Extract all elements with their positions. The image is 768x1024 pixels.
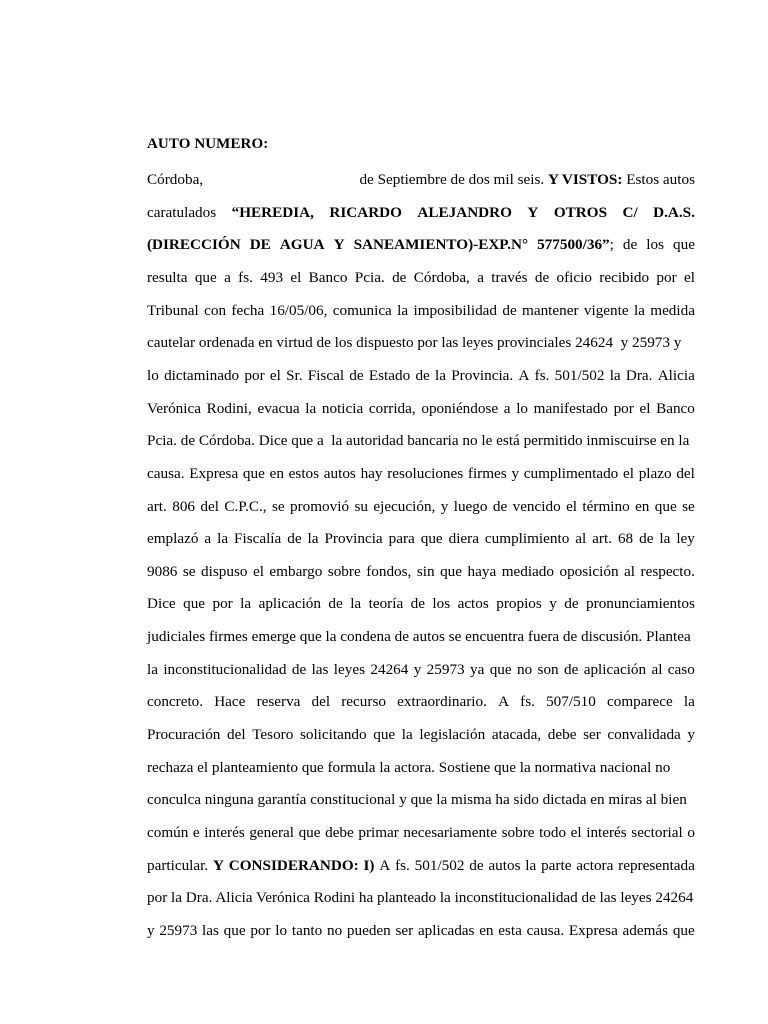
text-word: la <box>305 399 317 417</box>
text-line <box>147 660 695 680</box>
text-word: inconstitucionalidad <box>163 660 287 678</box>
text-word: ser <box>395 921 414 939</box>
text-word: o <box>687 824 695 841</box>
text-word: plazo <box>638 464 672 482</box>
text-word: A <box>379 856 391 874</box>
text-word: (DIRECCIÓN <box>147 236 241 254</box>
text-word: legislación <box>419 726 486 744</box>
text-word: Y <box>527 203 539 221</box>
text-line <box>147 529 695 549</box>
text-line <box>147 235 695 255</box>
text-word: de <box>469 856 484 874</box>
text-word: art. <box>592 530 612 548</box>
text-word: del <box>676 464 695 482</box>
text-word: pueden <box>346 921 391 939</box>
text-word: vigente <box>583 301 629 319</box>
text-fragment: Córdoba, <box>147 171 204 188</box>
text-word: el <box>252 562 264 580</box>
text-word: caso <box>667 660 695 678</box>
text-word: Dra. <box>625 366 653 384</box>
text-word: que <box>673 236 695 254</box>
text-word: la <box>147 660 158 678</box>
text-word: Banco <box>656 399 695 417</box>
text-word: al <box>624 562 636 580</box>
text-word: dispuso <box>201 562 248 580</box>
text-word: teoría <box>368 595 404 613</box>
text-word: la <box>633 301 645 319</box>
text-word: medida <box>650 301 695 319</box>
text-word: por <box>212 595 233 613</box>
text-word: pronunciamientos <box>586 595 695 613</box>
text-word: primar <box>358 824 399 841</box>
text-word: dictaminado <box>164 366 240 384</box>
text-word: de <box>392 268 407 286</box>
text-word: corrida, <box>368 399 416 417</box>
text-word: mediado <box>501 562 554 580</box>
text-word: comparece <box>607 693 673 711</box>
text-line <box>147 497 695 517</box>
text-word: Hace <box>214 693 246 711</box>
text-word: no <box>516 660 533 678</box>
text-word: que <box>242 464 265 482</box>
text-word: 16/05/06, <box>269 301 328 319</box>
text-word: son <box>537 660 559 678</box>
text-word: ley <box>676 530 695 548</box>
text-word: a <box>224 268 231 286</box>
text-word: e <box>192 824 200 841</box>
text-word: del <box>200 497 219 515</box>
text-word: no <box>326 921 343 939</box>
text-word: representada <box>618 856 695 874</box>
text-word: al <box>575 530 587 548</box>
text-word: debe <box>325 824 354 841</box>
text-word: evacua <box>257 399 300 417</box>
text-word: oficio <box>556 268 592 286</box>
text-word: Fiscalía <box>234 530 282 548</box>
text-word: ser <box>583 726 601 744</box>
text-word: 24264 <box>370 660 409 678</box>
text-word: Córdoba, <box>413 268 470 286</box>
text-word: la <box>525 856 537 874</box>
text-line <box>147 366 695 386</box>
text-word: 25973 <box>159 921 198 939</box>
text-word: Alicia <box>657 366 695 384</box>
text-word: lo <box>516 399 529 417</box>
text-word: interés <box>204 824 245 841</box>
text-word: Rodini, <box>206 399 252 417</box>
text-word: Procuración <box>147 726 221 744</box>
text-word: de <box>328 595 343 613</box>
text-word: interés <box>586 824 627 841</box>
text-line <box>147 692 695 712</box>
text-word: A <box>518 366 530 384</box>
text-word: caratulados <box>147 203 217 221</box>
text-word: actora <box>576 856 614 874</box>
text-word: que <box>298 824 321 841</box>
text-word: Expresa <box>568 921 618 939</box>
document-title: AUTO NUMERO: <box>147 136 269 152</box>
text-word: el <box>290 268 302 286</box>
text-fragment: de Septiembre de dos mil seis. Y VISTOS: Estos autos <box>359 171 695 188</box>
text-word: 493 <box>260 268 284 286</box>
text-word: que <box>194 268 217 286</box>
text-word: todo <box>539 824 567 841</box>
text-word: de <box>502 301 517 319</box>
text-word: fondos, <box>366 562 412 580</box>
text-word: reserva <box>256 693 301 711</box>
text-word: parte <box>541 856 572 874</box>
text-word: D.A.S. <box>653 203 695 221</box>
text-word: y <box>511 464 520 482</box>
text-word: resoluciones <box>387 464 464 482</box>
text-word: por <box>244 366 265 384</box>
text-word: resulta <box>147 268 188 286</box>
text-word: DE <box>249 236 271 254</box>
text-word: que <box>672 921 695 939</box>
text-word: ALEJANDRO <box>417 203 512 221</box>
text-line: rechaza el planteamiento que formula la actora. Sostiene que la normativa nacional no <box>147 758 671 776</box>
text-word: de <box>564 595 579 613</box>
text-word: cumplimentado <box>523 464 619 482</box>
text-line <box>147 562 695 582</box>
text-word: actos <box>457 595 489 613</box>
text-word: para <box>388 530 415 548</box>
text-word: atacada, <box>491 726 542 744</box>
text-word: diera <box>448 530 479 548</box>
text-line <box>147 268 695 288</box>
text-line: por la Dra. Alicia Verónica Rodini ha planteado la inconstitucionalidad de las leyes 24264 <box>147 889 694 907</box>
text-word: propios <box>496 595 542 613</box>
text-word: 68 <box>617 530 634 548</box>
text-word: común <box>147 824 189 841</box>
text-word: recibido <box>599 268 650 286</box>
text-word: 501/502 <box>414 856 465 874</box>
text-word: 9086 <box>147 562 178 580</box>
text-word: Y <box>333 236 345 254</box>
text-word: y <box>413 660 422 678</box>
text-line <box>147 725 695 745</box>
text-word: a <box>503 399 511 417</box>
text-word: SANEAMIENTO)-EXP.N° <box>353 236 529 254</box>
text-word: la <box>435 366 446 384</box>
text-word: extraordinario. <box>397 693 487 711</box>
text-word: al <box>651 660 663 678</box>
text-word: causa. <box>526 921 565 939</box>
text-word: la <box>401 726 413 744</box>
text-word: estos <box>288 464 320 482</box>
text-word: convalidada <box>607 726 681 744</box>
text-line <box>147 594 695 614</box>
text-word: Banco <box>308 268 348 286</box>
text-word: Verónica <box>147 399 201 417</box>
text-word: la <box>609 366 621 384</box>
text-word: la <box>307 530 319 548</box>
text-word: que <box>420 530 443 548</box>
text-word: 25973 <box>426 660 465 678</box>
text-word: la <box>397 301 409 319</box>
text-word: en <box>269 464 284 482</box>
text-word: se <box>682 497 695 515</box>
text-word: AGUA <box>279 236 325 254</box>
text-word: en <box>635 497 650 515</box>
text-word: CONSIDERANDO: <box>228 856 359 874</box>
text-word: Pcia. <box>354 268 385 286</box>
text-word: manifestado <box>533 399 608 417</box>
text-word: promovió <box>290 497 350 515</box>
text-word: sectorial <box>631 824 683 841</box>
text-word: y <box>147 921 155 939</box>
text-word: fs. <box>238 268 253 286</box>
text-word: general <box>249 824 294 841</box>
text-word: de <box>492 497 508 515</box>
text-word: de <box>349 366 364 384</box>
text-word: 501/502 <box>554 366 605 384</box>
text-word: sin <box>416 562 435 580</box>
text-word: emplazó <box>147 530 199 548</box>
text-word: que <box>223 921 246 939</box>
text-word: aplicadas <box>417 921 475 939</box>
text-word: I) <box>363 856 375 874</box>
text-line: judiciales firmes emerge que la condena de autos se encuentra fuera de discusión. Plantea <box>147 628 691 646</box>
text-line <box>147 921 695 941</box>
text-word: lo <box>275 921 288 939</box>
text-word: por <box>250 921 271 939</box>
text-word: Tesoro <box>252 726 294 744</box>
text-word: del <box>311 693 331 711</box>
text-word: la <box>217 530 229 548</box>
text-word: necesariamente <box>403 824 498 841</box>
text-word: se <box>271 497 285 515</box>
text-word: los <box>646 236 665 254</box>
text-word: las <box>311 660 329 678</box>
text-word: de <box>639 530 654 548</box>
text-word: 577500/36”; <box>537 236 614 254</box>
text-word: C/ <box>622 203 638 221</box>
text-word: sobre <box>327 562 361 580</box>
text-line: Pcia. de Córdoba. Dice que a la autoridad bancaria no le está permitido inmiscuirse en la <box>147 432 690 450</box>
text-word: la <box>350 595 362 613</box>
text-word: Provincia. <box>451 366 514 384</box>
text-word: la <box>683 693 695 711</box>
text-word: C.P.C., <box>224 497 267 515</box>
text-word: noticia <box>321 399 364 417</box>
text-word: además <box>622 921 669 939</box>
text-word: y <box>440 497 449 515</box>
text-word: Sr. <box>286 366 303 384</box>
text-line: conculca ninguna garantía constitucional y que la misma ha sido dictada en miras al bien <box>147 791 687 809</box>
text-line <box>147 203 695 223</box>
text-word: el <box>683 268 695 286</box>
text-word: firmes <box>467 464 507 482</box>
text-word: fecha <box>231 301 265 319</box>
text-word: término <box>582 497 630 515</box>
text-word: el <box>269 366 281 384</box>
text-line <box>147 301 695 321</box>
text-line <box>147 399 695 419</box>
text-word: fs. <box>534 366 550 384</box>
text-word: la <box>240 595 252 613</box>
text-word: autos <box>488 856 521 874</box>
text-word: Dice <box>147 595 176 613</box>
text-word: que <box>654 497 677 515</box>
text-word: OTROS <box>553 203 608 221</box>
text-word: de <box>564 660 579 678</box>
text-word: el <box>639 399 651 417</box>
text-word: en <box>479 921 494 939</box>
text-word: 507/510 <box>546 693 596 711</box>
text-word: imposibilidad <box>413 301 497 319</box>
text-word: del <box>227 726 246 744</box>
text-word: haya <box>467 562 497 580</box>
text-word: luego <box>453 497 488 515</box>
text-word: que <box>489 660 512 678</box>
text-word: de <box>622 236 638 254</box>
text-word: de <box>291 660 307 678</box>
text-word: Y <box>212 856 224 874</box>
text-word: 806 <box>172 497 195 515</box>
text-word: Tribunal <box>147 301 199 319</box>
text-word: a <box>204 530 212 548</box>
text-word: de <box>287 530 302 548</box>
text-word: que <box>373 726 396 744</box>
text-word: su <box>354 497 368 515</box>
text-word: sobre <box>501 824 535 841</box>
text-word: y <box>687 726 695 744</box>
text-word: los <box>432 595 451 613</box>
text-word: ejecución, <box>373 497 436 515</box>
text-word: autos <box>323 464 356 482</box>
text-word: las <box>202 921 219 939</box>
text-word: de <box>534 268 550 286</box>
text-word: Estado <box>368 366 411 384</box>
text-word: esta <box>498 921 522 939</box>
text-word: cumplimiento <box>484 530 570 548</box>
text-word: vencido <box>512 497 561 515</box>
text-line <box>147 170 695 190</box>
text-word: lo <box>147 366 159 384</box>
text-word: el <box>566 497 578 515</box>
text-word: concreto. <box>147 693 204 711</box>
text-line <box>147 856 695 876</box>
text-word: fs. <box>395 856 410 874</box>
text-word: que <box>183 595 206 613</box>
text-word: leyes <box>333 660 366 678</box>
text-word: art. <box>147 497 167 515</box>
text-word: se <box>182 562 196 580</box>
text-word: Expresa <box>189 464 239 482</box>
text-word: la <box>659 530 671 548</box>
text-word: particular. <box>147 856 209 874</box>
text-word: que <box>440 562 463 580</box>
text-word: comunica <box>332 301 392 319</box>
text-word: aplicación <box>258 595 321 613</box>
text-word: respecto. <box>640 562 695 580</box>
text-word: Provincia <box>324 530 383 548</box>
text-word: de <box>410 595 425 613</box>
text-word: a <box>477 268 484 286</box>
text-word: “HEREDIA, <box>231 203 314 221</box>
text-word: aplicación <box>583 660 647 678</box>
text-line: cautelar ordenada en virtud de los dispuesto por las leyes provinciales 24624 y 25973 y <box>147 334 682 352</box>
text-word: embargo <box>269 562 323 580</box>
text-word: y <box>549 595 557 613</box>
text-word: ya <box>469 660 485 678</box>
text-word: por <box>656 268 677 286</box>
text-word: fs. <box>520 693 535 711</box>
text-word: causa. <box>147 464 185 482</box>
text-word: Fiscal <box>307 366 345 384</box>
text-word: el <box>570 824 582 841</box>
text-word: hay <box>360 464 383 482</box>
text-word: el <box>623 464 634 482</box>
text-word: través <box>491 268 528 286</box>
text-word: A <box>498 693 510 711</box>
text-word: solicitando <box>299 726 367 744</box>
text-word: oponiéndose <box>421 399 499 417</box>
text-word: por <box>613 399 634 417</box>
text-word: de <box>415 366 430 384</box>
text-word: recurso <box>341 693 386 711</box>
text-word: tanto <box>291 921 323 939</box>
text-line <box>147 464 695 484</box>
text-word: RICARDO <box>329 203 402 221</box>
text-word: mantener <box>522 301 579 319</box>
text-line <box>147 823 695 843</box>
text-word: con <box>204 301 227 319</box>
text-word: oposición <box>559 562 619 580</box>
text-word: debe <box>547 726 577 744</box>
